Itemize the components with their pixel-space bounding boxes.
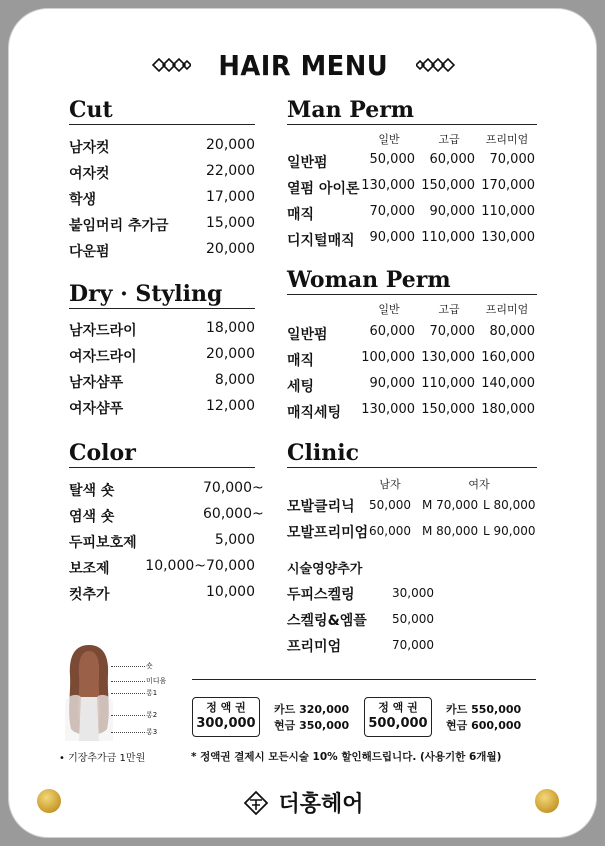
prepaid-ticket-300k [192, 697, 260, 737]
woman-perm-price: 180,000 [481, 402, 535, 417]
dry-item-price: 8,000 [214, 372, 255, 388]
menu-title-text: HAIR MENU [218, 48, 389, 82]
color-item-price: 5,000 [214, 532, 255, 548]
hair-length-label: 롱1 [146, 689, 158, 697]
brand-block [9, 787, 597, 818]
diamond-ornament-icon [151, 57, 191, 73]
woman-perm-heading: Woman Perm [287, 267, 537, 295]
clinic-extra-price: 30,000 [392, 586, 434, 600]
hair-length-leader [111, 732, 145, 733]
dry-item-name: 여자드라이 [69, 349, 137, 365]
color-item-name: 두피보호제 [69, 535, 137, 551]
hair-length-leader [111, 693, 145, 694]
color-item-price: 10,000~70,000 [145, 558, 255, 574]
length-surcharge-note: • 기장추가금 1만원 [59, 753, 146, 764]
clinic-extra-title: 시술영양추가 [287, 562, 363, 577]
prepaid-ticket-500k [364, 697, 432, 737]
menu-board [8, 8, 597, 838]
woman-perm-price: 70,000 [429, 324, 475, 339]
clinic-col-men: 남자 [379, 478, 401, 491]
man-perm-price: 170,000 [481, 178, 535, 193]
man-perm-price: 110,000 [481, 204, 535, 219]
cut-item-price: 17,000 [206, 189, 255, 205]
woman-perm-price: 150,000 [421, 402, 475, 417]
clinic-heading: Clinic [287, 440, 537, 468]
brand-logo-icon [243, 790, 269, 816]
cut-item-name: 학생 [69, 192, 97, 208]
color-item-price: 10,000 [206, 584, 255, 600]
cut-item-name: 남자컷 [69, 140, 110, 156]
dry-item-name: 남자드라이 [69, 323, 137, 339]
man-perm-item-name: 디지털매직 [287, 233, 355, 249]
man-perm-price: 130,000 [361, 178, 415, 193]
ticket-amount: 500,000 [368, 716, 428, 731]
hair-length-label: 미디움 [146, 677, 167, 685]
cut-item-price: 15,000 [206, 215, 255, 231]
woman-perm-col-advanced: 고급 [438, 303, 460, 316]
woman-perm-price: 100,000 [361, 350, 415, 365]
ticket-label: 정 액 권 [378, 701, 418, 714]
dry-item-price: 18,000 [206, 320, 255, 336]
man-perm-heading: Man Perm [287, 97, 537, 125]
woman-perm-col-premium: 프리미엄 [485, 303, 529, 316]
man-perm-price: 50,000 [369, 152, 415, 167]
man-perm-price: 130,000 [481, 230, 535, 245]
color-item-name: 염색 숏 [69, 509, 115, 525]
clinic-price-women-l: L 80,000 [483, 498, 536, 512]
woman-perm-price: 140,000 [481, 376, 535, 391]
brand-name: 더홍헤어 [278, 792, 364, 817]
color-item-price: 70,000~ [203, 480, 264, 496]
cut-heading: Cut [69, 97, 255, 125]
cut-item-price: 22,000 [206, 163, 255, 179]
color-item-price: 60,000~ [203, 506, 264, 522]
man-perm-item-name: 매직 [287, 207, 315, 223]
dry-item-name: 여자샴푸 [69, 401, 124, 417]
gold-dot-right [535, 789, 559, 813]
clinic-extra-name: 스켈링&엠플 [287, 613, 367, 629]
hair-length-label: 숏 [146, 662, 153, 670]
clinic-extra-price: 50,000 [392, 612, 434, 626]
dry-item-price: 20,000 [206, 346, 255, 362]
clinic-col-women: 여자 [468, 478, 490, 491]
woman-perm-price: 110,000 [421, 376, 475, 391]
man-perm-col-basic: 일반 [378, 133, 400, 146]
clinic-price-women-m: M 80,000 [422, 524, 479, 538]
ticket-label: 정 액 권 [206, 701, 246, 714]
menu-title [9, 47, 597, 82]
ticket-divider [192, 679, 536, 680]
gold-dot-left [37, 789, 61, 813]
clinic-price-men: 60,000 [369, 524, 411, 538]
ticket-card-price: 카드 550,000 [446, 703, 522, 716]
woman-perm-price: 80,000 [489, 324, 535, 339]
dry-styling-heading: Dry · Styling [69, 281, 255, 309]
ticket-cash-price: 현금 600,000 [446, 719, 522, 732]
ticket-card-price: 카드 320,000 [274, 703, 350, 716]
man-perm-col-premium: 프리미엄 [485, 133, 529, 146]
woman-perm-item-name: 매직 [287, 353, 315, 369]
woman-perm-item-name: 일반펌 [287, 327, 328, 343]
man-perm-item-name: 일반펌 [287, 155, 328, 171]
color-heading: Color [69, 440, 255, 468]
clinic-item-name: 모발클리닉 [287, 499, 355, 515]
cut-item-price: 20,000 [206, 241, 255, 257]
color-item-name: 탈색 숏 [69, 483, 115, 499]
man-perm-price: 90,000 [429, 204, 475, 219]
hair-length-leader [111, 666, 145, 667]
cut-item-name: 다운펌 [69, 244, 110, 260]
cut-item-name: 여자컷 [69, 166, 110, 182]
clinic-price-women-l: L 90,000 [483, 524, 536, 538]
man-perm-price: 150,000 [421, 178, 475, 193]
hair-length-leader [111, 715, 145, 716]
woman-perm-price: 60,000 [369, 324, 415, 339]
hair-length-illustration [59, 641, 119, 741]
man-perm-price: 60,000 [429, 152, 475, 167]
ticket-amount: 300,000 [196, 716, 256, 731]
woman-perm-price: 90,000 [369, 376, 415, 391]
woman-perm-price: 130,000 [361, 402, 415, 417]
color-item-name: 보조제 [69, 561, 110, 577]
woman-perm-item-name: 매직세팅 [287, 405, 342, 421]
woman-perm-col-basic: 일반 [378, 303, 400, 316]
ticket-discount-note: * 정액권 결제시 모든시술 10% 할인해드립니다. (사용기한 6개월) [191, 751, 502, 763]
man-perm-price: 90,000 [369, 230, 415, 245]
hair-length-leader [111, 681, 145, 682]
dry-item-price: 12,000 [206, 398, 255, 414]
clinic-price-men: 50,000 [369, 498, 411, 512]
color-item-name: 컷추가 [69, 587, 110, 603]
woman-perm-price: 160,000 [481, 350, 535, 365]
man-perm-price: 70,000 [489, 152, 535, 167]
clinic-price-women-m: M 70,000 [422, 498, 479, 512]
woman-perm-price: 130,000 [421, 350, 475, 365]
man-perm-price: 110,000 [421, 230, 475, 245]
clinic-extra-name: 프리미엄 [287, 639, 342, 655]
man-perm-price: 70,000 [369, 204, 415, 219]
woman-perm-item-name: 세팅 [287, 379, 315, 395]
cut-item-name: 붙임머리 추가금 [69, 218, 169, 234]
man-perm-item-name: 열펌 아이론 [287, 181, 360, 197]
cut-item-price: 20,000 [206, 137, 255, 153]
clinic-item-name: 모발프리미엄 [287, 525, 369, 541]
dry-item-name: 남자샴푸 [69, 375, 124, 391]
clinic-extra-name: 두피스켈링 [287, 587, 355, 603]
hair-length-label: 롱2 [146, 711, 158, 719]
diamond-ornament-icon [416, 57, 456, 73]
hair-length-label: 롱3 [146, 728, 158, 736]
clinic-extra-price: 70,000 [392, 638, 434, 652]
man-perm-col-advanced: 고급 [438, 133, 460, 146]
ticket-cash-price: 현금 350,000 [274, 719, 350, 732]
